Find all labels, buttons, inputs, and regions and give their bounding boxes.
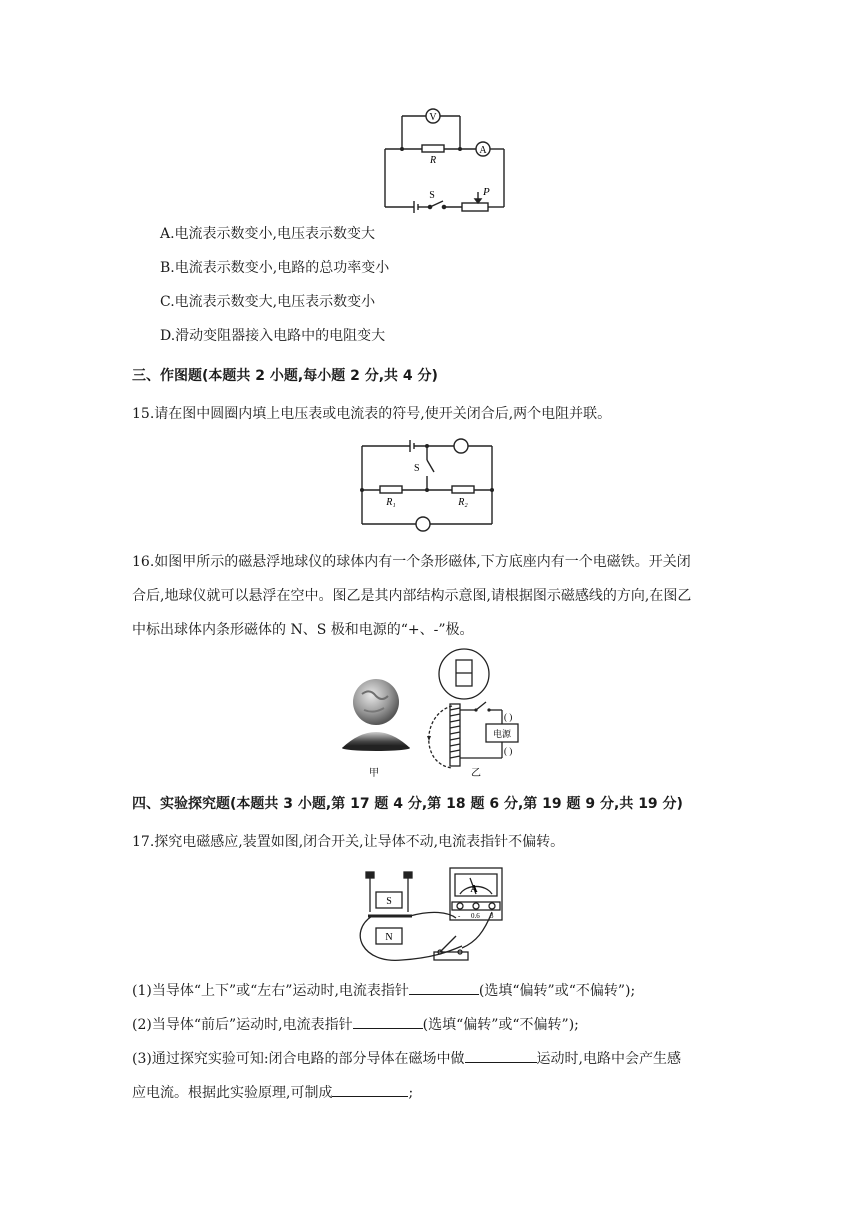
q17-text: 17.探究电磁感应,装置如图,闭合开关,让导体不动,电流表指针不偏转。: [132, 834, 565, 850]
q14-option-c: C.电流表示数变大,电压表示数变小: [160, 294, 376, 310]
q15-switch-label: S: [414, 463, 420, 474]
q17-sub1-suffix: (选填“偏转”或“不偏转”);: [478, 983, 636, 999]
q17-sub3-blank[interactable]: [465, 1048, 537, 1063]
fig-jia-label: 甲: [369, 768, 379, 779]
q17-sub1-blank[interactable]: [409, 980, 479, 995]
ammeter-a-label: A: [470, 884, 478, 895]
q17-sub3-suffix: 运动时,电路中会产生感: [536, 1051, 681, 1067]
ammeter-06-terminal: 0.6: [471, 912, 480, 920]
q16-text-line1: 16.如图甲所示的磁悬浮地球仪的球体内有一个条形磁体,下方底座内有一个电磁铁。开关闭: [132, 554, 691, 570]
switch-label: S: [429, 190, 435, 201]
ammeter-3-terminal: 3: [490, 912, 494, 920]
magnet-n-label: N: [385, 932, 393, 943]
q17-sub1: [132, 980, 635, 1001]
power-bracket-bottom: ( ): [504, 746, 513, 756]
ammeter-minus-terminal: -: [458, 912, 461, 920]
q15-circuit-figure: [352, 434, 502, 534]
section-4-heading: 四、实验探究题(本题共 3 小题,第 17 题 4 分,第 18 题 6 分,第 19 题 9 分,共 19 分): [132, 796, 683, 812]
q15-text: 15.请在图中圆圈内填上电压表或电流表的符号,使开关闭合后,两个电阻并联。: [132, 406, 612, 422]
q17-sub3b-suffix: ;: [408, 1085, 414, 1101]
levitating-globe-photo: [342, 679, 410, 751]
q14-option-b: B.电流表示数变小,电路的总功率变小: [160, 260, 390, 276]
q15-r2-label: R₂: [458, 497, 468, 508]
q17-sub2-prefix: (2)当导体“前后”运动时,电流表指针: [132, 1017, 353, 1033]
q17-sub2-suffix: (选填“偏转”或“不偏转”);: [422, 1017, 579, 1033]
q17-sub1-prefix: (1)当导体“上下”或“左右”运动时,电流表指针: [132, 983, 409, 999]
resistor-label: R: [429, 155, 437, 166]
q14-option-a: A.电流表示数变小,电压表示数变大: [160, 226, 376, 242]
fig-yi-label: 乙: [471, 768, 481, 779]
q17-sub3: [132, 1048, 681, 1069]
section-3-heading: 三、作图题(本题共 2 小题,每小题 2 分,共 4 分): [132, 368, 438, 384]
magnet-s-label: S: [386, 896, 392, 907]
q16-figure: [334, 644, 534, 782]
q16-text-line3: 中标出球体内条形磁体的 N、S 极和电源的“+、-”极。: [132, 622, 474, 638]
q14-circuit-figure: [380, 104, 510, 216]
q17-sub3-prefix: (3)通过探究实验可知:闭合电路的部分导体在磁场中做: [132, 1051, 465, 1067]
q14-option-d: D.滑动变阻器接入电路中的电阻变大: [160, 328, 386, 344]
q17-apparatus-figure: [352, 862, 512, 968]
ammeter-label: A: [479, 145, 487, 156]
slider-label: P: [483, 186, 490, 198]
q17-sub2-blank[interactable]: [353, 1014, 423, 1029]
q17-sub3b-prefix: 应电流。根据此实验原理,可制成: [132, 1085, 333, 1101]
power-source-label: 电源: [492, 729, 512, 739]
q16-text-line2: 合后,地球仪就可以悬浮在空中。图乙是其内部结构示意图,请根据图示磁感线的方向,在图乙: [132, 588, 692, 604]
q17-sub3-continued: [132, 1082, 413, 1103]
q17-sub3b-blank[interactable]: [332, 1082, 408, 1097]
power-bracket-top: ( ): [504, 712, 513, 722]
q15-r1-label: R₁: [386, 497, 396, 508]
q17-sub2: [132, 1014, 579, 1035]
voltmeter-label: V: [429, 112, 437, 123]
